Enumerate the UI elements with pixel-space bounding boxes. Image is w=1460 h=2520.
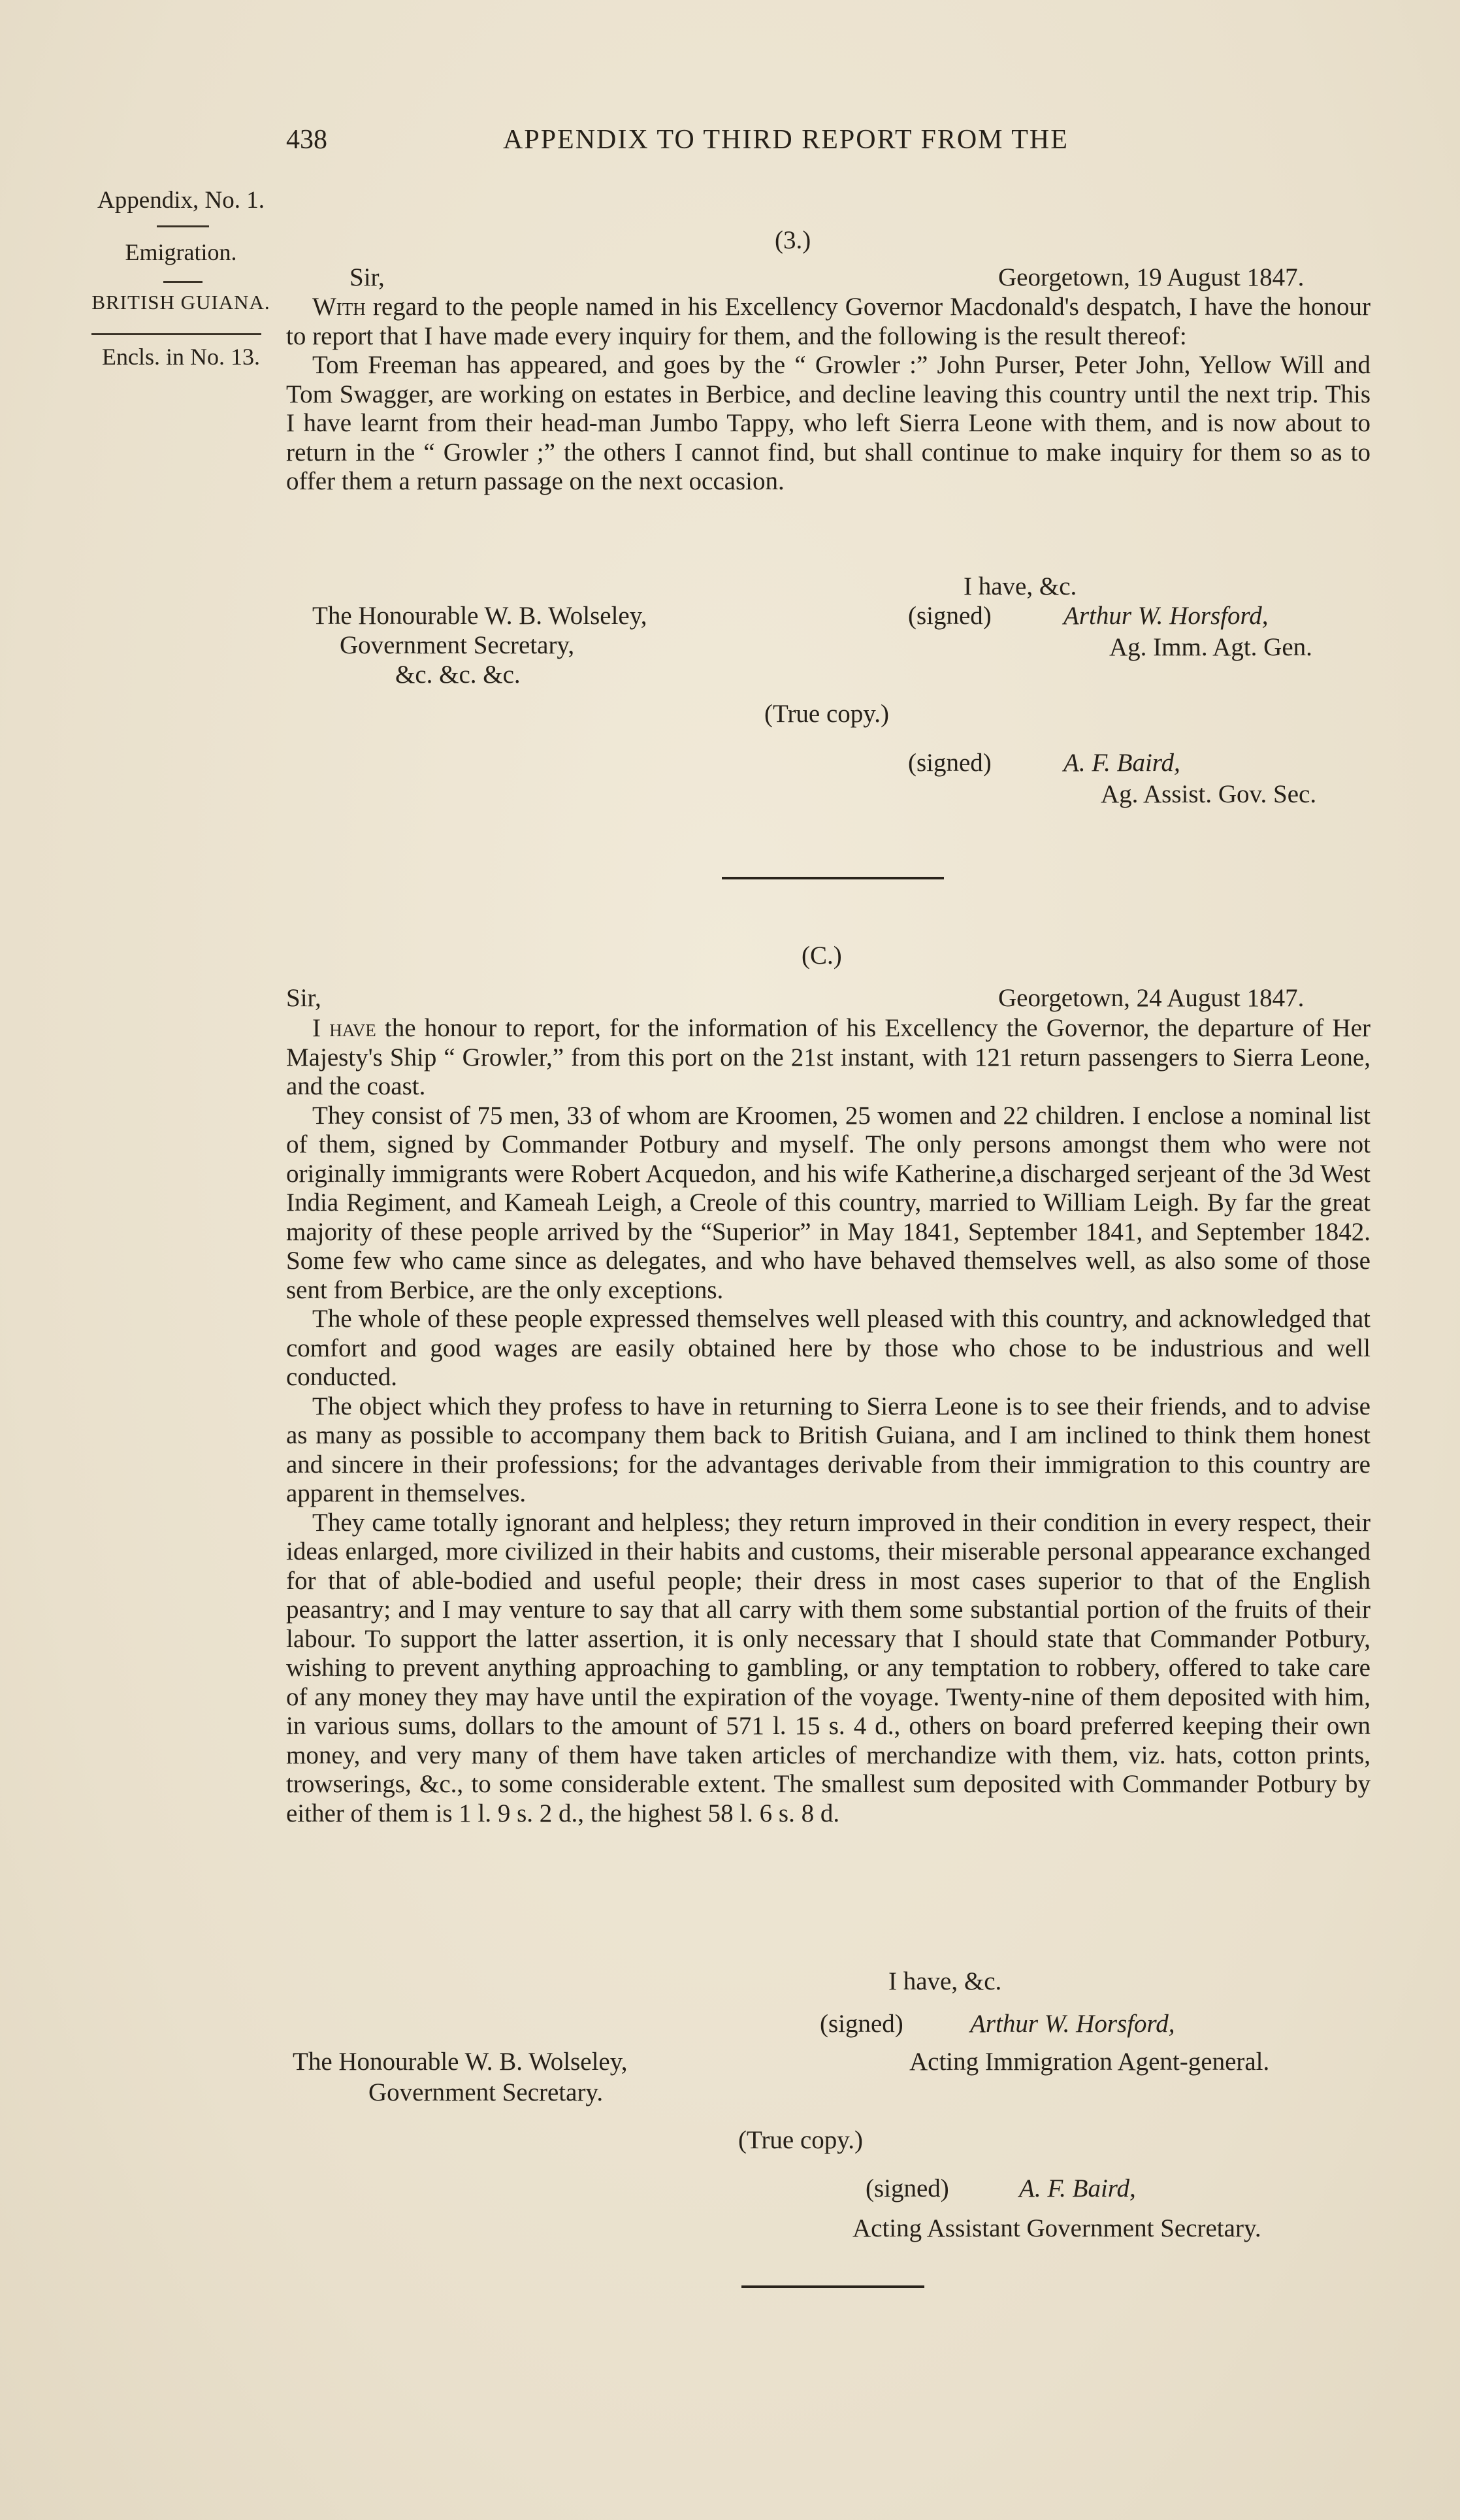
letter-body xyxy=(286,1014,1371,1828)
copy-signer-name: A. F. Baird, xyxy=(1063,749,1180,777)
paragraph: Tom Freeman has appeared, and goes by the “ Growler :” John Purser, Peter John, Yellow Will and Tom Swagger, are working on estates in Berbice, and decline leaving this country until the next trip. This I have learnt from their head-man Jumbo Tappy, who left Sierra Leone with them, and is now about to return in the “ Growler ;” the others I cannot find, but shall continue to make inquiry for them so as to offer them a return passage on the next occasion. xyxy=(286,351,1371,495)
signer-title: Acting Immigration Agent-general. xyxy=(909,2048,1270,2076)
true-copy: (True copy.) xyxy=(764,700,890,728)
signer-name: Arthur W. Horsford, xyxy=(970,2010,1175,2038)
dateline: Georgetown, 24 August 1847. xyxy=(998,984,1305,1012)
margin-appendix: Appendix, No. 1. xyxy=(97,187,265,214)
addressee-line: Government Secretary, xyxy=(340,631,575,659)
letter-number: (3.) xyxy=(775,226,811,254)
salutation: Sir, xyxy=(286,984,321,1012)
dateline: Georgetown, 19 August 1847. xyxy=(998,263,1305,291)
paragraph: The whole of these people expressed themselves well pleased with this country, and acknowledged that comfort and good wages are easily obtained here by those who chose to be industrious and well conducted. xyxy=(286,1305,1371,1391)
letter-body xyxy=(286,293,1371,497)
letter-number: (C.) xyxy=(802,941,842,970)
closing: I have, &c. xyxy=(964,572,1077,600)
addressee-line: Government Secretary. xyxy=(368,2078,604,2106)
salutation: Sir, xyxy=(349,263,385,291)
true-copy: (True copy.) xyxy=(738,2126,864,2154)
opening-word: With xyxy=(312,293,366,321)
addressee-line: The Honourable W. B. Wolseley, xyxy=(293,2048,628,2076)
signed-label: (signed) xyxy=(820,2010,903,2038)
paragraph: They consist of 75 men, 33 of whom are Kroomen, 25 women and 22 children. I enclose a nominal list of them, signed by Commander Potbury and myself. The only persons amongst them who were not originally immigrants were Robert Acquedon, and his wife Katherine,a discharged serjeant of the 3d West India Regiment, and Kameah Leigh, a Creole of this country, married to William Leigh. By far the great majority of these people arrived by the “Superior” in May 1841, September 1841, and September 1842. Some few who came since as delegates, and who have behaved themselves well, as also some of those sent from Berbice, are the only exceptions. xyxy=(286,1101,1371,1304)
signed-label: (signed) xyxy=(908,602,992,630)
margin-colony: BRITISH GUIANA. xyxy=(91,291,270,314)
margin-rule xyxy=(91,333,261,335)
closing: I have, &c. xyxy=(888,1967,1002,1995)
copy-signer-title: Ag. Assist. Gov. Sec. xyxy=(1101,780,1317,808)
margin-rule xyxy=(157,225,209,227)
copy-signer-title: Acting Assistant Government Secretary. xyxy=(852,2214,1261,2242)
section-divider xyxy=(741,2285,924,2288)
paragraph: They came totally ignorant and helpless; they return improved in their condition in every respect, their ideas enlarged, more civilized in their habits and customs, their miserable personal appearance exchanged for that of able-bodied and useful people; their dress in most cases superior to that of the English peasantry; and I may venture to say that all carry with them some substantial portion of the fruits of their labour. To support the latter assertion, it is only necessary that I should state that Commander Potbury, wishing to prevent anything approaching to gambling, or any temptation to robbery, offered to take care of any money they may have until the expiration of the voyage. Twenty-nine of them deposited with him, in various sums, dollars to the amount of 571 l. 15 s. 4 d., others on board preferred keeping their own money, and very many of them have taken articles of merchandize with them, viz. hats, cotton prints, trowserings, &c., to some considerable extent. The smallest sum deposited with Commander Potbury by either of them is 1 l. 9 s. 2 d., the highest 58 l. 6 s. 8 d. xyxy=(286,1508,1371,1827)
paragraph: The object which they profess to have in returning to Sierra Leone is to see their friends, and to advise as many as possible to accompany them back to British Guiana, and I am inclined to think them honest and sincere in their professions; for the advantages derivable from their immigration to this country are apparent in themselves. xyxy=(286,1392,1371,1507)
addressee-line: The Honourable W. B. Wolseley, xyxy=(312,602,647,630)
page-number: 438 xyxy=(286,125,327,155)
margin-emigration: Emigration. xyxy=(125,239,237,265)
running-header: APPENDIX TO THIRD REPORT FROM THE xyxy=(503,125,1069,155)
paragraph: regard to the people named in his Excellency Governor Macdonald's despatch, I have the honour to report that I have made every inquiry for them, and the following is the result thereof: xyxy=(286,293,1371,350)
signer-title: Ag. Imm. Agt. Gen. xyxy=(1109,633,1312,661)
signer-name: Arthur W. Horsford, xyxy=(1063,602,1269,630)
section-divider xyxy=(722,877,944,879)
opening-word: I have xyxy=(312,1014,376,1042)
paragraph: the honour to report, for the information of his Excellency the Governor, the departure of Her Majesty's Ship “ Growler,” from this port on the 21st instant, with 121 return passengers to Sierra Leone, and the coast. xyxy=(286,1014,1371,1100)
signed-label: (signed) xyxy=(866,2174,949,2202)
copy-signer-name: A. F. Baird, xyxy=(1019,2174,1136,2202)
margin-rule xyxy=(163,281,203,283)
margin-enclosure: Encls. in No. 13. xyxy=(102,344,260,370)
signed-label: (signed) xyxy=(908,749,992,777)
addressee-line: &c. &c. &c. xyxy=(395,661,521,689)
